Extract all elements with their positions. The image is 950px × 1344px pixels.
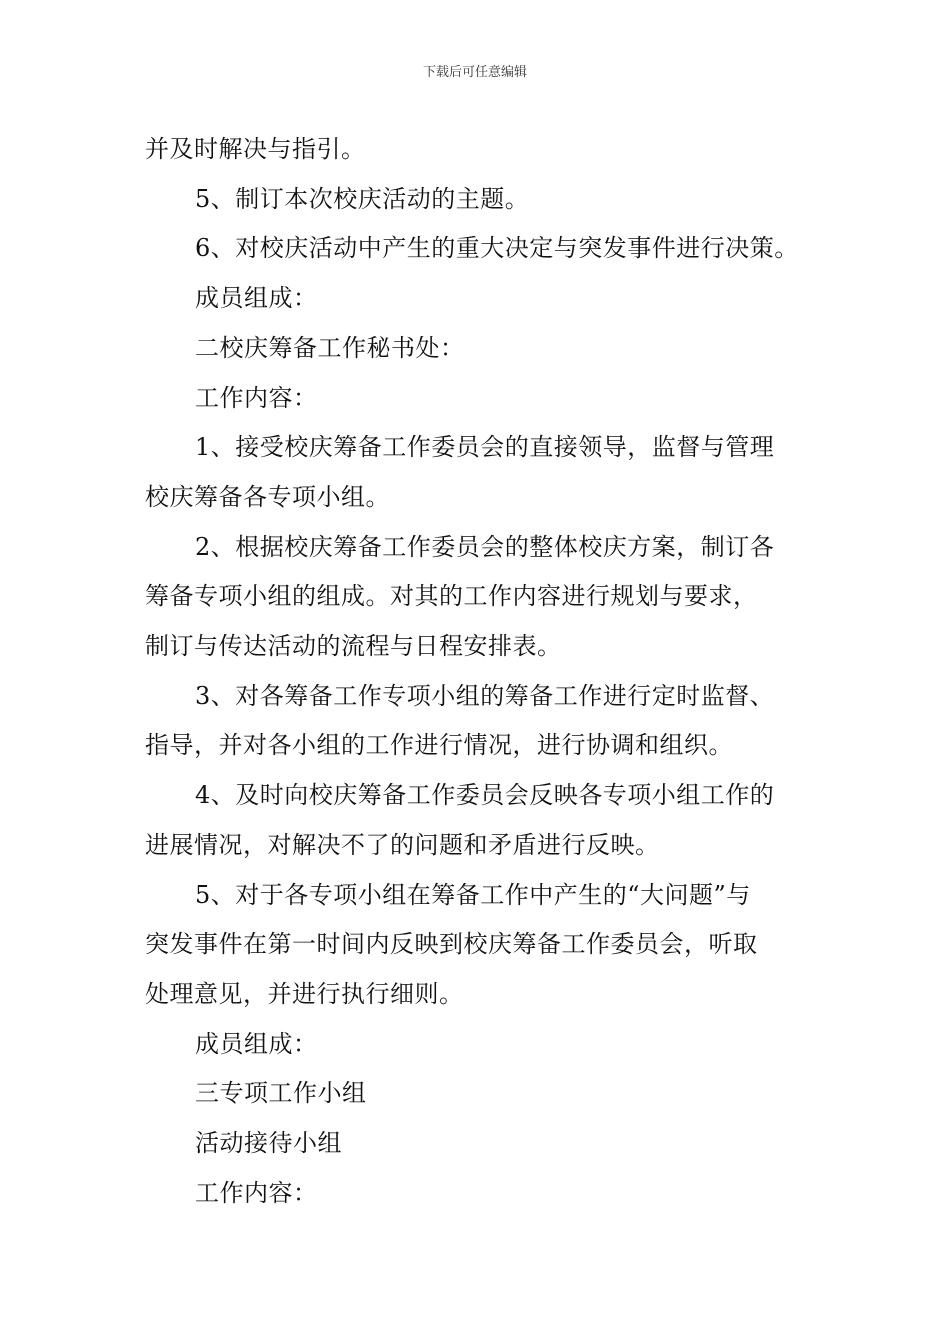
text-line: 活动接待小组 (195, 1129, 342, 1158)
text-line: 处理意见，并进行执行细则。 (145, 979, 464, 1008)
text-line: 成员组成： (195, 284, 318, 313)
text-line: 二校庆筹备工作秘书处： (195, 333, 465, 362)
document-body (145, 125, 815, 1218)
text-line: 进展情况，对解决不了的问题和矛盾进行反映。 (145, 830, 660, 859)
text-line: 5、对于各专项小组在筹备工作中产生的“大问题”与 (195, 880, 751, 909)
text-line: 6、对校庆活动中产生的重大决定与突发事件进行决策。 (195, 234, 799, 263)
text-line: 3、对各筹备工作专项小组的筹备工作进行定时监督、 (195, 681, 775, 710)
page-header-note: 下载后可任意编辑 (422, 65, 527, 80)
text-line: 三专项工作小组 (195, 1079, 367, 1108)
text-line: 成员组成： (195, 1029, 318, 1058)
text-line: 制订与传达活动的流程与日程安排表。 (145, 632, 562, 661)
text-line: 并及时解决与指引。 (145, 135, 366, 163)
text-line: 突发事件在第一时间内反映到校庆筹备工作委员会，听取 (145, 930, 758, 959)
text-line: 4、及时向校庆筹备工作委员会反映各专项小组工作的 (195, 781, 775, 810)
text-line: 工作内容： (195, 1178, 318, 1207)
text-line: 筹备专项小组的组成。对其的工作内容进行规划与要求， (145, 582, 758, 611)
text-line: 指导，并对各小组的工作进行情况，进行协调和组织。 (145, 731, 733, 760)
text-line: 5、制订本次校庆活动的主题。 (195, 184, 530, 213)
text-line: 2、根据校庆筹备工作委员会的整体校庆方案，制订各 (195, 532, 775, 561)
text-line: 1、接受校庆筹备工作委员会的直接领导，监督与管理 (195, 433, 775, 462)
text-line: 校庆筹备各专项小组。 (145, 482, 390, 511)
text-line: 工作内容： (195, 383, 318, 412)
